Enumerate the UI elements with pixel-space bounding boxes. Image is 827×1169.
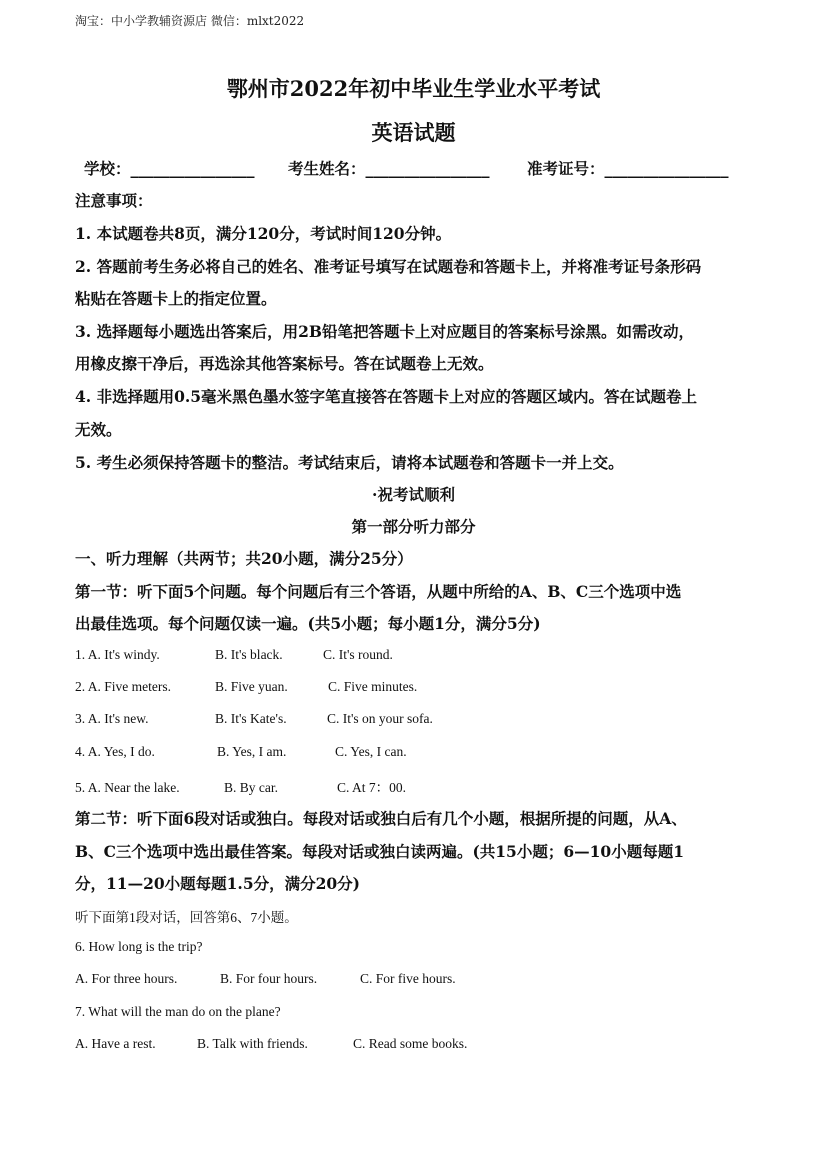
question-row [75,647,393,663]
option-a: A. Have a rest. [75,1036,156,1051]
section1-instructions: 出最佳选项。每个问题仅读一遍。(共5小题；每小题1分，满分5分) [75,614,541,633]
option-a: 5. A. Near the lake. [75,780,180,795]
note-item: 3. 选择题每小题选出答案后，用2B铅笔把答题卡上对应题目的答案标号涂黑。如需改动， [75,322,694,341]
note-item: 5. 考生必须保持答题卡的整洁。考试结束后，请将本试题卷和答题卡一并上交。 [75,453,624,472]
part-one-heading: 第一部分听力部分 [351,517,476,536]
option-b: B. For four hours. [220,971,318,986]
exam-title: 鄂州市2022年初中毕业生学业水平考试 [226,76,601,101]
question-stem: 7. What will the man do on the plane? [75,1004,281,1019]
option-a: A. For three hours. [75,971,178,986]
note-item: 1. 本试题卷共8页，满分120分，考试时间120分钟。 [75,224,452,243]
note-item: 4. 非选择题用0.5毫米黑色墨水签字笔直接答在答题卡上对应的答题区域内。答在试题卷上 [75,387,698,406]
option-b: B. Five yuan. [215,679,288,694]
question-row [75,971,456,987]
question-row [75,776,406,796]
section2-instructions: 分，11—20小题每题1.5分，满分20分) [75,874,361,893]
option-c: C. At 7：00. [337,780,407,795]
question-row [75,679,417,695]
option-b: B. It's black. [215,647,283,662]
option-a: 2. A. Five meters. [75,679,171,694]
option-a: 1. A. It's windy. [75,647,160,662]
watermark-text: 淘宝：中小学教辅资源店 微信：mlxt2022 [75,14,305,28]
dialogue-prompt: 听下面第1段对话，回答第6、7小题。 [75,910,298,925]
section1-instructions: 第一节：听下面5个问题。每个问题后有三个答语，从题中所给的A、B、C三个选项中选 [75,582,682,601]
section2-instructions: B、C三个选项中选出最佳答案。每段对话或独白读两遍。(共15小题；6—10小题每题1 [75,842,684,861]
question-stem: 6. How long is the trip? [75,939,203,954]
section2-instructions: 第二节：听下面6段对话或独白。每段对话或独白后有几个小题，根据所提的问题，从A、 [75,809,687,828]
option-c: C. It's round. [323,647,393,662]
option-c: C. It's on your sofa. [327,711,433,726]
note-item: 用橡皮擦干净后，再选涂其他答案标号。答在试题卷上无效。 [75,354,494,373]
question-row [75,744,407,760]
blessing-text: ·祝考试顺利 [372,485,455,504]
note-item: 2. 答题前考生务必将自己的姓名、准考证号填写在试题卷和答题卡上，并将准考证号条形码 [75,257,702,276]
exam-number-field: 准考证号：________________ [527,159,729,178]
name-field: 考生姓名：________________ [288,159,490,178]
note-item: 无效。 [75,420,122,439]
school-field: 学校：________________ [84,159,255,178]
option-a: 4. A. Yes, I do. [75,744,155,759]
option-b: B. By car. [224,780,278,795]
option-c: C. Five minutes. [328,679,418,694]
question-row [75,1036,467,1052]
option-c: C. Read some books. [353,1036,468,1051]
notes-heading: 注意事项： [75,191,153,210]
note-item: 粘贴在答题卡上的指定位置。 [75,289,277,308]
option-b: B. It's Kate's. [215,711,287,726]
exam-subtitle: 英语试题 [371,120,456,145]
option-b: B. Talk with friends. [197,1036,308,1051]
option-c: C. For five hours. [360,971,456,986]
option-a: 3. A. It's new. [75,711,149,726]
section-heading: 一、听力理解（共两节；共20小题，满分25分） [75,549,413,568]
option-b: B. Yes, I am. [217,744,287,759]
question-row [75,711,433,727]
option-c: C. Yes, I can. [335,744,407,759]
